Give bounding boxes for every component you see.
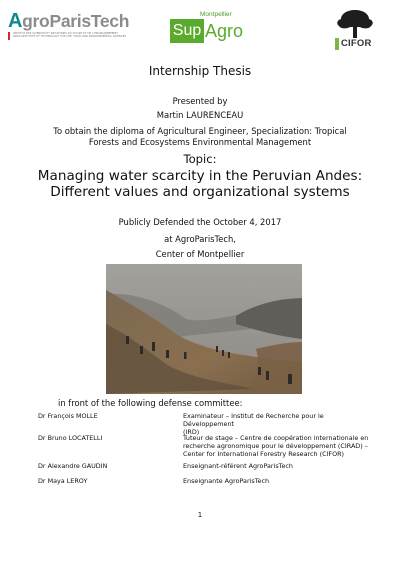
presented-by: Presented by (172, 96, 228, 106)
member-role-line: Tuteur de stage – Centre de coopération internationale en (183, 434, 369, 442)
agroparistech-wordmark-rest: groParisTech (22, 11, 130, 31)
member-role (183, 478, 373, 486)
member-role (183, 435, 373, 458)
agroparistech-wordmark (8, 12, 136, 30)
member-role (183, 413, 373, 436)
member-role-line: Enseignant-référent AgroParisTech (183, 462, 293, 470)
cifor-green-mark (335, 38, 339, 50)
agroparistech-logo (8, 12, 136, 46)
member-name: Dr Alexandre GAUDIN (38, 462, 108, 470)
member-name: Dr François MOLLE (38, 412, 98, 420)
member-name: Dr Maya LEROY (38, 477, 88, 485)
topic-label: Topic: (183, 152, 217, 166)
supagro-agro: Agro (205, 21, 244, 41)
diploma-line-1: To obtain the diploma of Agricultural Engineer, Specialization: Tropical (53, 126, 347, 136)
defense-date: Publicly Defended the October 4, 2017 (118, 217, 282, 227)
thesis-heading: Internship Thesis (148, 64, 252, 78)
defense-location: at AgroParisTech, (164, 234, 236, 244)
member-role-line: Center for International Forestry Research (CIFOR) (183, 449, 345, 458)
cifor-wordmark: CIFOR (341, 38, 372, 49)
committee-intro: in front of the following defense committee: (58, 398, 243, 408)
author-name: Martin LAURENCEAU (156, 110, 244, 120)
agroparistech-tagline-1: INSTITUT DES SCIENCES ET INDUSTRIES DU VIVANT ET DE L'ENVIRONNEMENT (13, 32, 118, 35)
title-line-1: Managing water scarcity in the Peruvian Andes: (37, 168, 363, 184)
supagro-logo (170, 11, 244, 45)
member-role-line: (IRD) (183, 427, 200, 436)
page-number: 1 (197, 511, 203, 519)
tree-icon (335, 8, 375, 38)
member-role-line: Enseignante AgroParisTech (183, 477, 270, 485)
diploma-statement (0, 126, 400, 147)
defense-center: Center of Montpellier (155, 249, 245, 259)
supagro-sup: Sup (170, 19, 204, 43)
andes-hikers-photo (106, 264, 302, 394)
agroparistech-tagline-2: PARIS INSTITUTE OF TECHNOLOGY FOR LIFE, FOOD AND ENVIRONMENTAL SCIENCES (13, 35, 127, 39)
cifor-logo (335, 8, 375, 50)
member-role (183, 463, 373, 471)
member-role-line: Examinateur – Institut de Recherche pour le Développement (183, 412, 324, 428)
agroparistech-red-bar (8, 32, 10, 40)
title-line-2: Different values and organizational systems (50, 184, 350, 200)
agroparistech-wordmark-a: A (8, 10, 23, 32)
supagro-montpellier: Montpellier (200, 11, 232, 18)
member-role-line: recherche agronomique pour le développement (CIRAD) – (183, 441, 368, 450)
thesis-title (0, 168, 400, 200)
member-name: Dr Bruno LOCATELLI (38, 434, 103, 442)
diploma-line-2: Forests and Ecosystems Environmental Management (88, 136, 312, 147)
